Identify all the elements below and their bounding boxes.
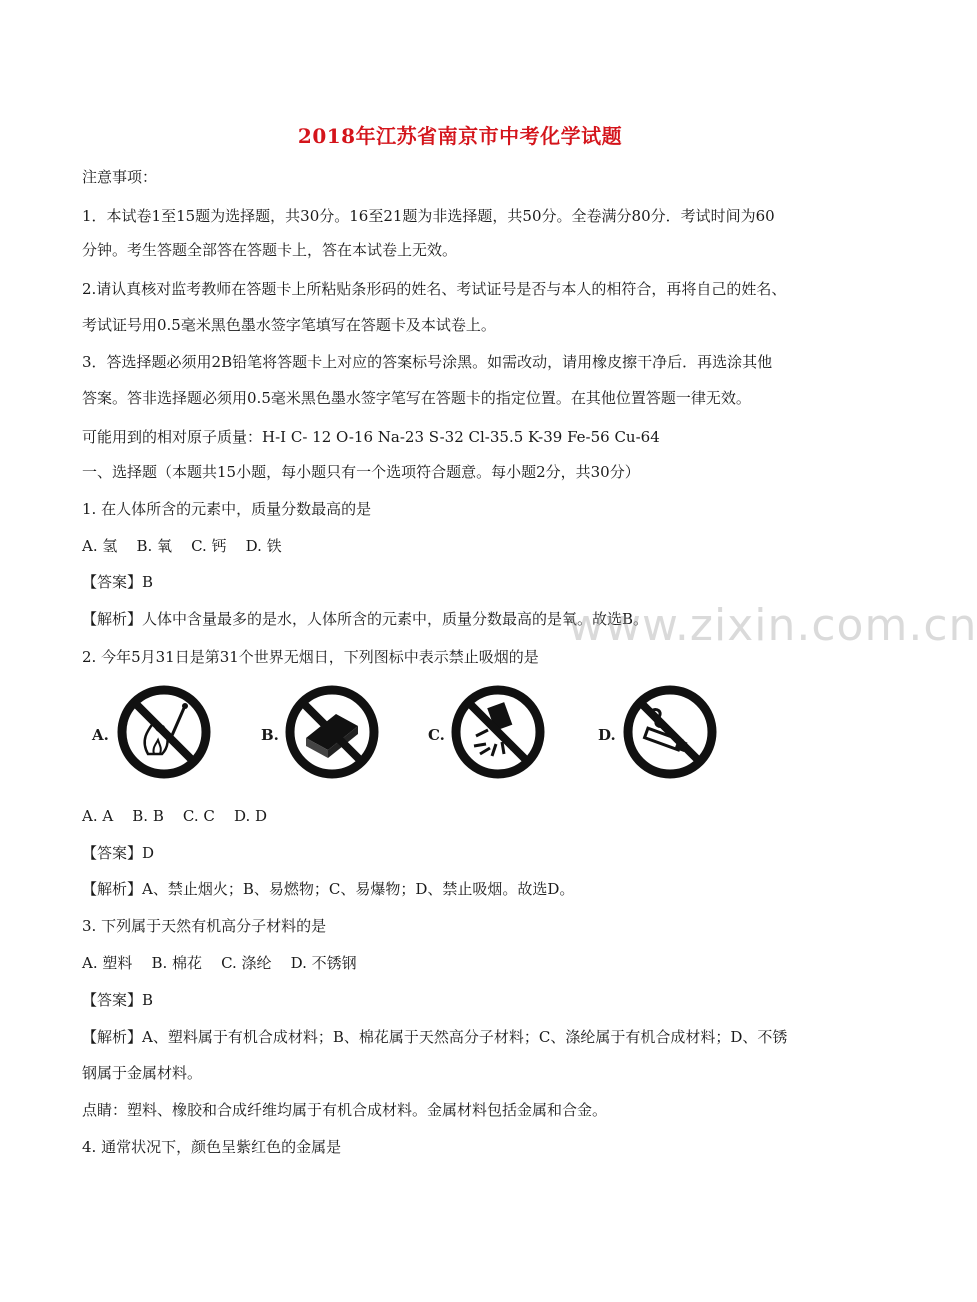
q1-question: 1. 在人体所含的元素中，质量分数最高的是 <box>82 500 372 518</box>
page-title: 2018年江苏省南京市中考化学试题 <box>297 124 623 148</box>
q3-options: A. 塑料 B. 棉花 C. 涤纶 D. 不锈钢 <box>82 954 357 972</box>
note-3-line-1: 3．答选择题必须用2B铅笔将答题卡上对应的答案标号涂黑。如需改动，请用橡皮擦干净后．再选涂其他 <box>82 353 773 371</box>
section-heading: 一、选择题（本题共15小题，每小题只有一个选项符合题意。每小题2分，共30分） <box>82 463 640 481</box>
sign-b-label: B. <box>261 726 279 744</box>
q1-analysis: 【解析】人体中含量最多的是水，人体所含的元素中，质量分数最高的是氧。故选B。 <box>82 610 649 628</box>
note-3-line-2: 答案。答非选择题必须用0.5毫米黑色墨水签字笔写在答题卡的指定位置。在其他位置答题一律无效。 <box>82 389 751 407</box>
q2-options: A. A B. B C. C D. D <box>82 807 268 825</box>
sign-d-label: D. <box>598 726 616 744</box>
note-1-line-1: 1．本试卷1至15题为选择题，共30分。16至21题为非选择题，共50分。全卷满分80分．考试时间为60 <box>82 207 775 225</box>
no-smoking-sign-icon <box>616 682 726 782</box>
q1-options: A. 氢 B. 氧 C. 钙 D. 铁 <box>82 537 282 555</box>
q2-question: 2. 今年5月31日是第31个世界无烟日，下列图标中表示禁止吸烟的是 <box>82 648 539 666</box>
no-fire-sign-icon <box>108 682 218 782</box>
sign-c-label: C. <box>428 726 445 744</box>
q3-tip: 点睛：塑料、橡胶和合成纤维均属于有机合成材料。金属材料包括金属和合金。 <box>82 1101 608 1119</box>
matchbox-sign-icon <box>278 682 388 782</box>
note-2-line-1: 2.请认真核对监考教师在答题卡上所粘贴条形码的姓名、考试证号是否与本人的相符合，再将自己的姓名、 <box>82 280 787 298</box>
q2-answer: 【答案】D <box>82 844 155 862</box>
note-2-line-2: 考试证号用0.5毫米黑色墨水签字笔填写在答题卡及本试卷上。 <box>82 316 496 334</box>
notes-header: 注意事项： <box>82 168 158 186</box>
q4-question: 4. 通常状况下，颜色呈紫红色的金属是 <box>82 1138 342 1156</box>
q1-answer: 【答案】B <box>82 573 154 591</box>
explosives-sign-icon <box>444 682 554 782</box>
q3-question: 3. 下列属于天然有机高分子材料的是 <box>82 917 327 935</box>
q3-analysis-line-1: 【解析】A、塑料属于有机合成材料；B、棉花属于天然高分子材料；C、涤纶属于有机合成材料；D、不锈 <box>82 1028 788 1046</box>
watermark: www.zixin.com.cn <box>568 600 977 651</box>
q2-analysis: 【解析】A、禁止烟火；B、易燃物；C、易爆物；D、禁止吸烟。故选D。 <box>82 880 575 898</box>
atomic-masses: 可能用到的相对原子质量：H-I C- 12 O-16 Na-23 S-32 Cl-35.5 K-39 Fe-56 Cu-64 <box>82 428 660 446</box>
note-1-line-2: 分钟。考生答题全部答在答题卡上，答在本试卷上无效。 <box>82 241 458 259</box>
q3-analysis-line-2: 钢属于金属材料。 <box>82 1064 203 1082</box>
sign-a-label: A. <box>92 726 109 744</box>
q3-answer: 【答案】B <box>82 991 154 1009</box>
